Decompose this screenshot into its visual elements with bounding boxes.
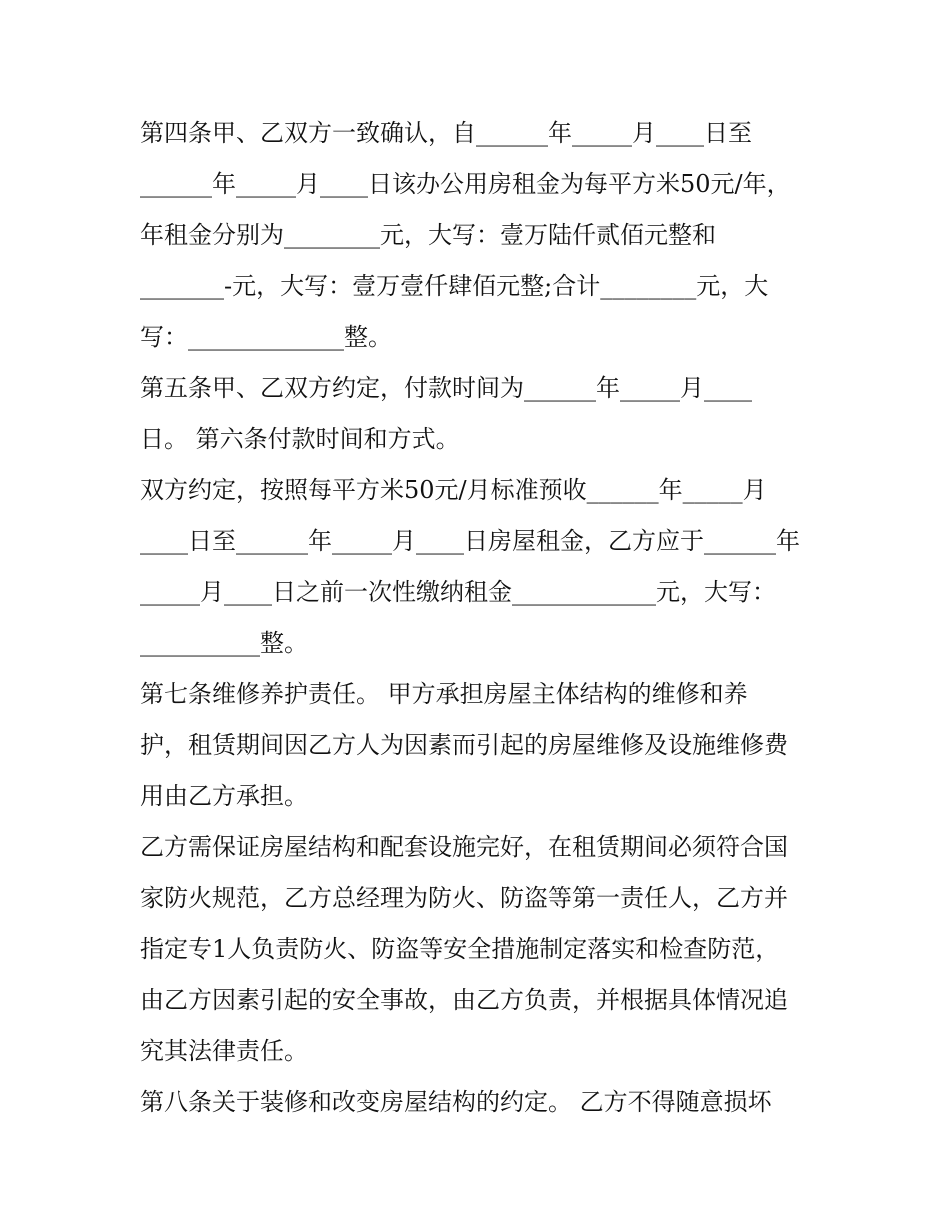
- text-line: 第七条维修养护责任。 甲方承担房屋主体结构的维修和养: [140, 680, 748, 708]
- text-line: 乙方需保证房屋结构和配套设施完好，在租赁期间必须符合国: [140, 833, 788, 861]
- text-line: 护，租赁期间因乙方人为因素而引起的房屋维修及设施维修费: [140, 731, 788, 759]
- text-line: 第四条甲、乙双方一致确认，自______年_____月____日至: [140, 119, 752, 147]
- text-line: 双方约定，按照每平方米50元/月标准预收______年_____月: [140, 476, 767, 504]
- text-line: 由乙方因素引起的安全事故，由乙方负责，并根据具体情况追: [140, 986, 788, 1014]
- text-line: _______-元，大写：壹万壹仟肆佰元整;合计________元，大: [140, 272, 769, 300]
- text-line: 写：_____________整。: [140, 323, 392, 351]
- text-line: 第八条关于装修和改变房屋结构的约定。 乙方不得随意损坏: [140, 1088, 772, 1116]
- text-line: 年租金分别为________元，大写：壹万陆仟贰佰元整和: [140, 221, 716, 249]
- text-line: _____月____日之前一次性缴纳租金____________元，大写：: [140, 578, 776, 606]
- text-line: ____日至______年_____月____日房屋租金，乙方应于______年: [140, 527, 800, 555]
- text-line: 究其法律责任。: [140, 1037, 308, 1065]
- text-line: ______年_____月____日该办公用房租金为每平方米50元/年，: [140, 170, 791, 198]
- text-line: __________整。: [140, 629, 308, 657]
- text-line: 家防火规范，乙方总经理为防火、防盗等第一责任人，乙方并: [140, 884, 788, 912]
- text-line: 指定专1人负责防火、防盗等安全措施制定落实和检查防范，: [140, 935, 780, 963]
- text-line: 用由乙方承担。: [140, 782, 308, 810]
- text-line: 日。 第六条付款时间和方式。: [140, 425, 460, 453]
- document-body: [140, 108, 820, 1128]
- text-line: 第五条甲、乙双方约定，付款时间为______年_____月____: [140, 374, 752, 402]
